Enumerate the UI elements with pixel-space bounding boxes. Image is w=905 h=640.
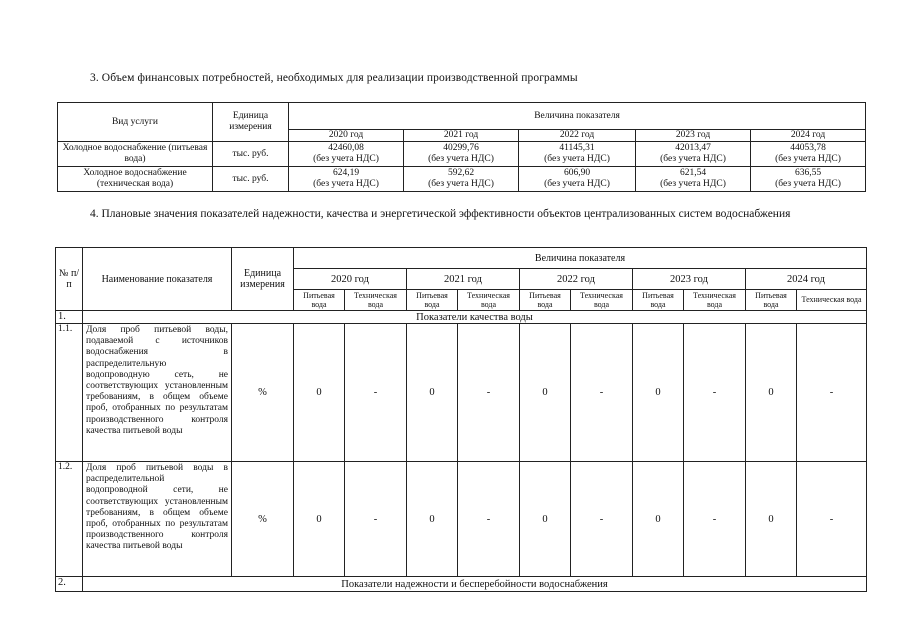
vat-note: (без учета НДС): [775, 154, 841, 164]
year-header: 2023 год: [633, 269, 746, 290]
section-row: [56, 311, 867, 324]
value: 42460,08: [328, 143, 364, 153]
year-header: 2024 год: [751, 130, 866, 142]
indicator-name: Доля проб питьевой воды, подаваемой с источников водоснабжения в распределительную водопроводную сеть, не соответствующих установленным требованиям, в общем объеме проб, отобранных по результатам производственного контроля качества питьевой воды: [83, 324, 232, 462]
value-cell: [519, 167, 636, 192]
value: 41145,31: [559, 143, 595, 153]
vat-note: (без учета НДС): [428, 154, 494, 164]
vat-note: (без учета НДС): [660, 154, 726, 164]
year-header: 2023 год: [636, 130, 751, 142]
value-cell: -: [797, 324, 867, 462]
value: 40299,76: [443, 143, 479, 153]
sub-header-technical: Техническая вода: [571, 290, 633, 311]
table-row: [56, 324, 867, 462]
sub-header-drinking: Питьевая вода: [746, 290, 797, 311]
value-cell: -: [345, 324, 407, 462]
value-cell: -: [458, 462, 520, 577]
unit-cell: тыс. руб.: [213, 167, 289, 192]
row-num: 1.: [56, 311, 83, 324]
value: 636,55: [794, 168, 822, 178]
value-cell: [289, 142, 404, 167]
col-header-unit: Единица измерения: [213, 103, 289, 142]
year-header: 2022 год: [519, 130, 636, 142]
value: 44053,78: [790, 143, 826, 153]
value-cell: 0: [746, 462, 797, 577]
value-cell: 0: [520, 462, 571, 577]
value-cell: [404, 142, 519, 167]
value-cell: -: [684, 462, 746, 577]
col-header-num: № п/п: [56, 248, 83, 311]
section4-heading: 4. Плановые значения показателей надежности, качества и энергетической эффективности объектов централизованных систем водоснабжения: [90, 208, 791, 220]
sub-header-technical: Техническая вода: [345, 290, 407, 311]
col-header-unit: Единица измерения: [232, 248, 294, 311]
section-row: [56, 577, 867, 592]
year-header: 2021 год: [404, 130, 519, 142]
year-header: 2022 год: [520, 269, 633, 290]
value-cell: [636, 142, 751, 167]
unit-cell: тыс. руб.: [213, 142, 289, 167]
value-cell: -: [797, 462, 867, 577]
section-title: Показатели надежности и бесперебойности водоснабжения: [83, 577, 867, 592]
sub-header-drinking: Питьевая вода: [294, 290, 345, 311]
service-name: Холодное водоснабжение (техническая вода): [58, 167, 213, 192]
section3-heading: 3. Объем финансовых потребностей, необходимых для реализации производственной программы: [90, 72, 578, 84]
value: 624,19: [332, 168, 360, 178]
sub-header-technical: Техническая вода: [797, 290, 867, 311]
section-title: Показатели качества воды: [83, 311, 867, 324]
value-cell: -: [571, 324, 633, 462]
value-cell: 0: [746, 324, 797, 462]
value-cell: [404, 167, 519, 192]
value-cell: 0: [407, 324, 458, 462]
col-header-value: Величина показателя: [289, 103, 866, 130]
value-cell: [636, 167, 751, 192]
table-row: [56, 462, 867, 577]
col-header-service: Вид услуги: [58, 103, 213, 142]
value: 621,54: [679, 168, 707, 178]
row-num: 1.1.: [56, 324, 83, 462]
sub-header-technical: Техническая вода: [684, 290, 746, 311]
year-header: 2020 год: [294, 269, 407, 290]
service-name: Холодное водоснабжение (питьевая вода): [58, 142, 213, 167]
vat-note: (без учета НДС): [660, 179, 726, 189]
year-header: 2020 год: [289, 130, 404, 142]
value-cell: -: [345, 462, 407, 577]
sub-header-drinking: Питьевая вода: [633, 290, 684, 311]
value-cell: -: [458, 324, 520, 462]
sub-header-technical: Техническая вода: [458, 290, 520, 311]
unit-cell: %: [232, 462, 294, 577]
value: 606,90: [563, 168, 591, 178]
value-cell: [289, 167, 404, 192]
year-header: 2021 год: [407, 269, 520, 290]
value-cell: [751, 167, 866, 192]
value: 42013,47: [675, 143, 711, 153]
value-cell: 0: [520, 324, 571, 462]
table-row: [58, 167, 866, 192]
sub-header-drinking: Питьевая вода: [520, 290, 571, 311]
value: 592,62: [447, 168, 475, 178]
sub-header-drinking: Питьевая вода: [407, 290, 458, 311]
indicator-name: Доля проб питьевой воды в распределительной водопроводной сети, не соответствующих установленным требованиям, в общем объеме проб, отобранных по результатам производственного контроля качества питьевой воды: [83, 462, 232, 577]
value-cell: 0: [294, 462, 345, 577]
vat-note: (без учета НДС): [313, 179, 379, 189]
row-num: 2.: [56, 577, 83, 592]
value-cell: 0: [633, 324, 684, 462]
vat-note: (без учета НДС): [428, 179, 494, 189]
col-header-value: Величина показателя: [294, 248, 867, 269]
value-cell: [519, 142, 636, 167]
unit-cell: %: [232, 324, 294, 462]
reliability-indicators-table: [55, 247, 867, 592]
value-cell: [751, 142, 866, 167]
row-num: 1.2.: [56, 462, 83, 577]
vat-note: (без учета НДС): [544, 154, 610, 164]
vat-note: (без учета НДС): [544, 179, 610, 189]
table-row: [58, 142, 866, 167]
col-header-name: Наименование показателя: [83, 248, 232, 311]
vat-note: (без учета НДС): [313, 154, 379, 164]
value-cell: 0: [294, 324, 345, 462]
financial-needs-table: [57, 102, 866, 192]
value-cell: 0: [633, 462, 684, 577]
year-header: 2024 год: [746, 269, 867, 290]
value-cell: -: [571, 462, 633, 577]
value-cell: 0: [407, 462, 458, 577]
value-cell: -: [684, 324, 746, 462]
vat-note: (без учета НДС): [775, 179, 841, 189]
